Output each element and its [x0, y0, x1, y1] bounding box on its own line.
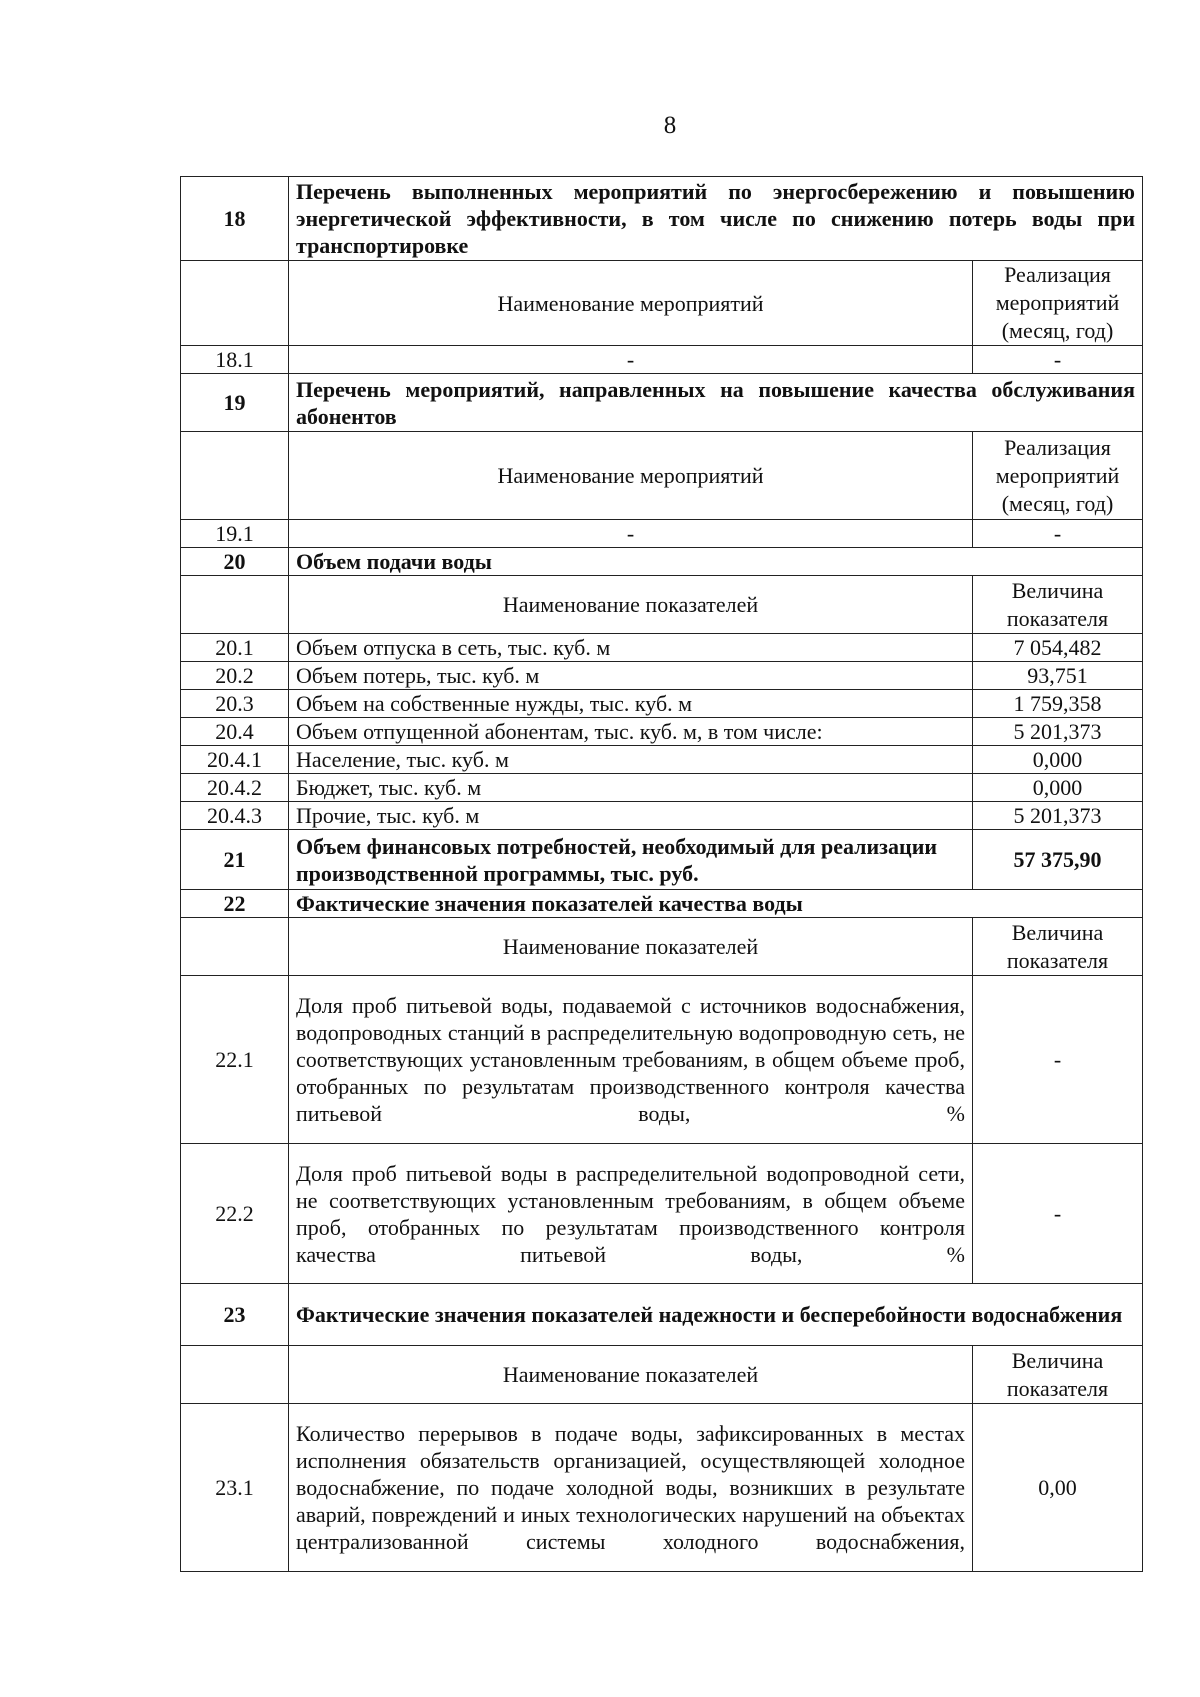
row-name: Прочие, тыс. куб. м: [289, 802, 973, 830]
row-value: 5 201,373: [973, 802, 1143, 830]
row-value: 0,000: [973, 746, 1143, 774]
row-number: 20.4.3: [181, 802, 289, 830]
table-row: [181, 976, 1143, 1144]
row-value: -: [973, 346, 1143, 374]
column-header-name: Наименование мероприятий: [289, 432, 973, 520]
row-name: Бюджет, тыс. куб. м: [289, 774, 973, 802]
column-header-value: Величина показателя: [973, 918, 1143, 976]
section-number: 19: [181, 374, 289, 432]
section-23-title-row: [181, 1284, 1143, 1346]
row-name: Доля проб питьевой воды в распределительной водопроводной сети, не соответствующих установленным требованиям, в общем объеме проб, отобранных по результатам производственного контроля качества питьевой воды, %: [289, 1144, 973, 1284]
table-row: [181, 1404, 1143, 1572]
section-number: 21: [181, 830, 289, 890]
section-title: Фактические значения показателей надежности и бесперебойности водоснабжения: [289, 1284, 1143, 1346]
empty-cell: [181, 1346, 289, 1404]
row-number: 20.4: [181, 718, 289, 746]
column-header-name: Наименование мероприятий: [289, 261, 973, 346]
row-name: Объем потерь, тыс. куб. м: [289, 662, 973, 690]
row-number: 20.4.2: [181, 774, 289, 802]
empty-cell: [181, 576, 289, 634]
row-number: 23.1: [181, 1404, 289, 1572]
section-18-header-row: [181, 261, 1143, 346]
section-title: Объем финансовых потребностей, необходимый для реализации производственной программы, тыс. руб.: [289, 830, 973, 890]
page-number: 8: [663, 112, 677, 139]
row-value: -: [973, 976, 1143, 1144]
row-value: 1 759,358: [973, 690, 1143, 718]
row-value: -: [973, 1144, 1143, 1284]
row-name: Доля проб питьевой воды, подаваемой с источников водоснабжения, водопроводных станций в распределительную водопроводную сеть, не соответствующих установленным требованиям, в общем объеме проб, отобранных по результатам производственного контроля качества питьевой воды, %: [289, 976, 973, 1144]
section-23-header-row: [181, 1346, 1143, 1404]
row-value: 57 375,90: [973, 830, 1143, 890]
row-name: Объем отпуска в сеть, тыс. куб. м: [289, 634, 973, 662]
row-value: 7 054,482: [973, 634, 1143, 662]
column-header-name: Наименование показателей: [289, 576, 973, 634]
row-number: 20.4.1: [181, 746, 289, 774]
row-name: Объем отпущенной абонентам, тыс. куб. м, в том числе:: [289, 718, 973, 746]
section-title: Перечень мероприятий, направленных на повышение качества обслуживания абонентов: [289, 374, 1143, 432]
row-name: -: [289, 346, 973, 374]
table-row: [181, 802, 1143, 830]
section-20-header-row: [181, 576, 1143, 634]
section-19-title-row: [181, 374, 1143, 432]
row-number: 20.2: [181, 662, 289, 690]
production-program-table: [180, 176, 1143, 1572]
row-value: 0,000: [973, 774, 1143, 802]
row-name: -: [289, 520, 973, 548]
column-header-name: Наименование показателей: [289, 918, 973, 976]
column-header-value: Реализация мероприятий (месяц, год): [973, 432, 1143, 520]
section-number: 20: [181, 548, 289, 576]
section-18-title-row: [181, 177, 1143, 261]
column-header-value: Реализация мероприятий (месяц, год): [973, 261, 1143, 346]
row-number: 18.1: [181, 346, 289, 374]
section-22-title-row: [181, 890, 1143, 918]
table-row: [181, 746, 1143, 774]
table-row: [181, 718, 1143, 746]
section-22-header-row: [181, 918, 1143, 976]
column-header-value: Величина показателя: [973, 576, 1143, 634]
row-number: 19.1: [181, 520, 289, 548]
section-number: 22: [181, 890, 289, 918]
section-number: 18: [181, 177, 289, 261]
row-name: Население, тыс. куб. м: [289, 746, 973, 774]
row-number: 20.1: [181, 634, 289, 662]
table-row: [181, 346, 1143, 374]
empty-cell: [181, 918, 289, 976]
row-value: 5 201,373: [973, 718, 1143, 746]
section-title: Перечень выполненных мероприятий по энергосбережению и повышению энергетической эффективности, в том числе по снижению потерь воды при транспортировке: [289, 177, 1143, 261]
column-header-value: Величина показателя: [973, 1346, 1143, 1404]
section-title: Объем подачи воды: [289, 548, 1143, 576]
table-row: [181, 690, 1143, 718]
table-row: [181, 520, 1143, 548]
table-row: [181, 774, 1143, 802]
row-value: 0,00: [973, 1404, 1143, 1572]
row-name: Объем на собственные нужды, тыс. куб. м: [289, 690, 973, 718]
section-number: 23: [181, 1284, 289, 1346]
table-row: [181, 634, 1143, 662]
section-21-row: [181, 830, 1143, 890]
row-number: 20.3: [181, 690, 289, 718]
table-row: [181, 662, 1143, 690]
table-row: [181, 1144, 1143, 1284]
row-number: 22.1: [181, 976, 289, 1144]
section-19-header-row: [181, 432, 1143, 520]
row-value: -: [973, 520, 1143, 548]
row-value: 93,751: [973, 662, 1143, 690]
row-name: Количество перерывов в подаче воды, зафиксированных в местах исполнения обязательств организацией, осуществляющей холодное водоснабжение, по подаче холодной воды, возникших в результате аварий, повреждений и иных технологических нарушений на объектах централизованной системы холодного водоснабжения,: [289, 1404, 973, 1572]
row-number: 22.2: [181, 1144, 289, 1284]
section-title: Фактические значения показателей качества воды: [289, 890, 1143, 918]
empty-cell: [181, 261, 289, 346]
section-20-title-row: [181, 548, 1143, 576]
column-header-name: Наименование показателей: [289, 1346, 973, 1404]
empty-cell: [181, 432, 289, 520]
